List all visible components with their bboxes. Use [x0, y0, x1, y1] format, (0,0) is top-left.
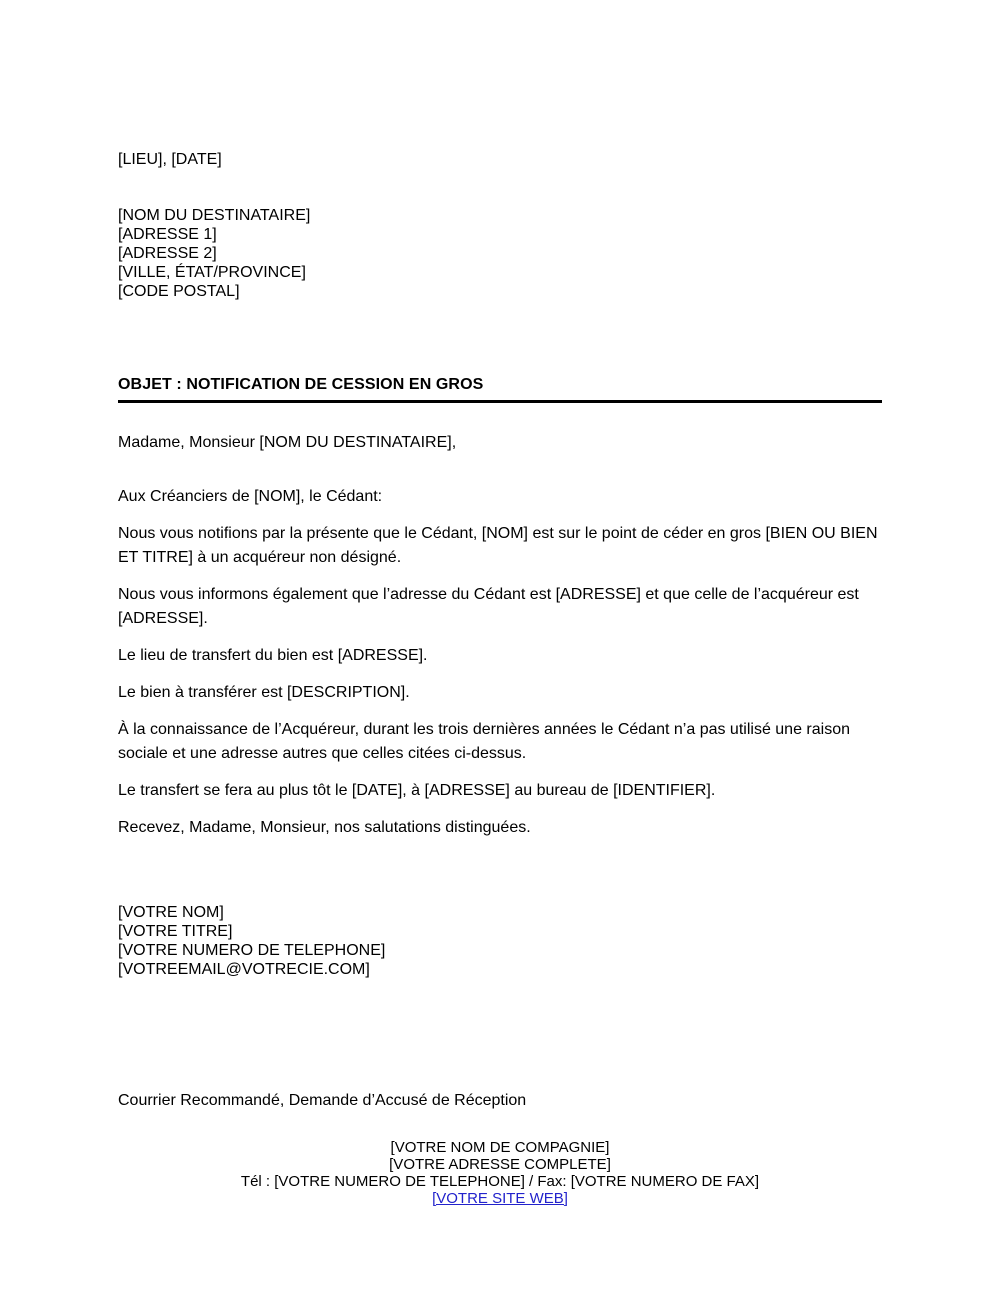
- body-paragraph-transfer-date: Le transfert se fera au plus tôt le [DATE], à [ADRESSE] au bureau de [IDENTIFIER].: [118, 782, 716, 799]
- body-paragraph-acquirer-knowledge: À la connaissance de l’Acquéreur, durant les trois dernières années le Cédant n’a pas utilisé une raison sociale et une adresse autres que celles citées ci-dessus.: [118, 721, 850, 762]
- letter-footer: [118, 1139, 882, 1207]
- recipient-name-line: [NOM DU DESTINATAIRE]: [118, 207, 311, 224]
- signature-name-line: [VOTRE NOM]: [118, 904, 224, 921]
- place-date-line: [LIEU], [DATE]: [118, 151, 222, 168]
- recipient-address1-line: [ADRESSE 1]: [118, 226, 217, 243]
- signature-email-line: [VOTREEMAIL@VOTRECIE.COM]: [118, 961, 370, 978]
- recipient-postal-code-line: [CODE POSTAL]: [118, 283, 240, 300]
- footer-company-address: [VOTRE ADRESSE COMPLETE]: [389, 1156, 611, 1173]
- recipient-city-line: [VILLE, ÉTAT/PROVINCE]: [118, 264, 306, 281]
- recipient-address2-line: [ADRESSE 2]: [118, 245, 217, 262]
- body-paragraph-notification: Nous vous notifions par la présente que le Cédant, [NOM] est sur le point de céder en gros [BIEN OU BIEN ET TITRE] à un acquéreur non désigné.: [118, 525, 878, 566]
- signature-phone-line: [VOTRE NUMERO DE TELEPHONE]: [118, 942, 386, 959]
- salutation: Madame, Monsieur [NOM DU DESTINATAIRE],: [118, 434, 457, 451]
- footer-website-link[interactable]: [VOTRE SITE WEB]: [432, 1190, 568, 1207]
- signature-title-line: [VOTRE TITRE]: [118, 923, 233, 940]
- body-paragraph-closing: Recevez, Madame, Monsieur, nos salutations distinguées.: [118, 819, 531, 836]
- mailing-note: Courrier Recommandé, Demande d’Accusé de Réception: [118, 1092, 527, 1109]
- letter-body: [118, 485, 882, 840]
- body-paragraph-creditors: Aux Créanciers de [NOM], le Cédant:: [118, 488, 383, 505]
- body-paragraph-transfer-location: Le lieu de transfert du bien est [ADRESSE].: [118, 647, 428, 664]
- footer-company-name: [VOTRE NOM DE COMPAGNIE]: [390, 1139, 610, 1156]
- subject-line: OBJET : NOTIFICATION DE CESSION EN GROS: [118, 376, 484, 393]
- recipient-block: [118, 206, 882, 301]
- subject-divider: [118, 400, 882, 403]
- body-paragraph-addresses: Nous vous informons également que l’adresse du Cédant est [ADRESSE] et que celle de l’acquéreur est [ADRESSE].: [118, 586, 859, 627]
- footer-phone-fax: Tél : [VOTRE NUMERO DE TELEPHONE] / Fax: [VOTRE NUMERO DE FAX]: [240, 1173, 760, 1190]
- body-paragraph-property-description: Le bien à transférer est [DESCRIPTION].: [118, 684, 410, 701]
- signature-block: [118, 903, 882, 979]
